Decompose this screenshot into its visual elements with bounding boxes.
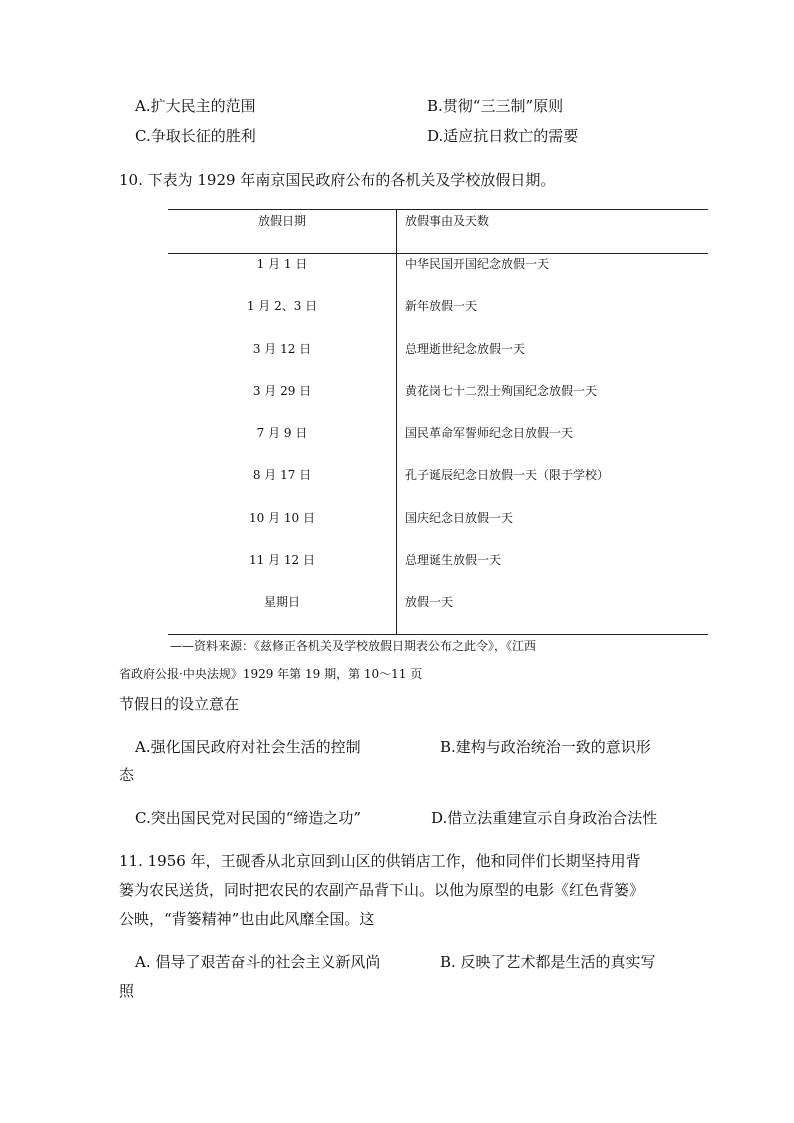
q10-option-c: C.突出国民党对民国的“缔造之功”	[135, 809, 362, 827]
q9-option-b: B.贯彻“三三制”原则	[427, 97, 564, 115]
q10-question: 节假日的设立意在	[119, 695, 240, 713]
row-date: 8 月 17 日	[252, 468, 312, 482]
q9-option-a: A.扩大民主的范围	[135, 97, 256, 115]
q11-option-b-continued: 照	[119, 982, 135, 1000]
row-date: 1 月 2、3 日	[246, 299, 318, 313]
row-date: 星期日	[263, 595, 300, 609]
row-date: 10 月 10 日	[249, 511, 315, 525]
row-reason: 孔子诞辰纪念日放假一天（限于学校）	[405, 468, 610, 482]
table-bottom-rule	[168, 634, 708, 635]
row-date: 1 月 1 日	[256, 257, 308, 271]
row-reason: 新年放假一天	[405, 299, 478, 313]
row-reason: 总理诞生放假一天	[405, 553, 502, 567]
q10-stem: 10. 下表为 1929 年南京国民政府公布的各机关及学校放假日期。	[119, 171, 556, 189]
row-reason: 国民革命军誓师纪念日放假一天	[405, 426, 574, 440]
q10-option-b: B.建构与政治统治一致的意识形	[440, 738, 651, 756]
row-date: 3 月 29 日	[252, 384, 312, 398]
table-header-rule	[168, 253, 708, 254]
row-date: 7 月 9 日	[256, 426, 308, 440]
q9-option-c: C.争取长征的胜利	[135, 127, 256, 145]
table-top-rule	[168, 209, 708, 210]
q10-option-b-continued: 态	[119, 766, 135, 784]
q11-option-b: B. 反映了艺术都是生活的真实写	[440, 953, 656, 971]
row-reason: 中华民国开国纪念放假一天	[405, 257, 550, 271]
row-reason: 放假一天	[405, 595, 454, 609]
table-header-reason: 放假事由及天数	[405, 214, 490, 228]
source-citation-line2: 省政府公报·中央法规》1929 年第 19 期，第 10～11 页	[119, 667, 423, 681]
row-date: 11 月 12 日	[249, 553, 315, 567]
row-date: 3 月 12 日	[252, 342, 312, 356]
q9-option-d: D.适应抗日救亡的需要	[427, 127, 579, 145]
table-column-divider	[396, 209, 397, 634]
q10-option-a: A.强化国民政府对社会生活的控制	[135, 738, 361, 756]
table-header-date: 放假日期	[257, 214, 306, 228]
q11-stem-line3: 公映，“背篓精神”也由此风靡全国。这	[119, 910, 375, 928]
row-reason: 总理逝世纪念放假一天	[405, 342, 526, 356]
row-reason: 黄花岗七十二烈士殉国纪念放假一天	[405, 384, 598, 398]
q11-stem-line1: 11. 1956 年，王砚香从北京回到山区的供销店工作，他和同伴们长期坚持用背	[119, 852, 641, 870]
q11-option-a: A. 倡导了艰苦奋斗的社会主义新风尚	[135, 953, 381, 971]
row-reason: 国庆纪念日放假一天	[405, 511, 514, 525]
q11-stem-line2: 篓为农民送货，同时把农民的农副产品背下山。以他为原型的电影《红色背篓》	[119, 881, 645, 899]
q10-option-d: D.借立法重建宣示自身政治合法性	[431, 809, 658, 827]
source-citation-line1: ——资料来源：《兹修正各机关及学校放假日期表公布之此令》，《江西	[170, 639, 537, 653]
